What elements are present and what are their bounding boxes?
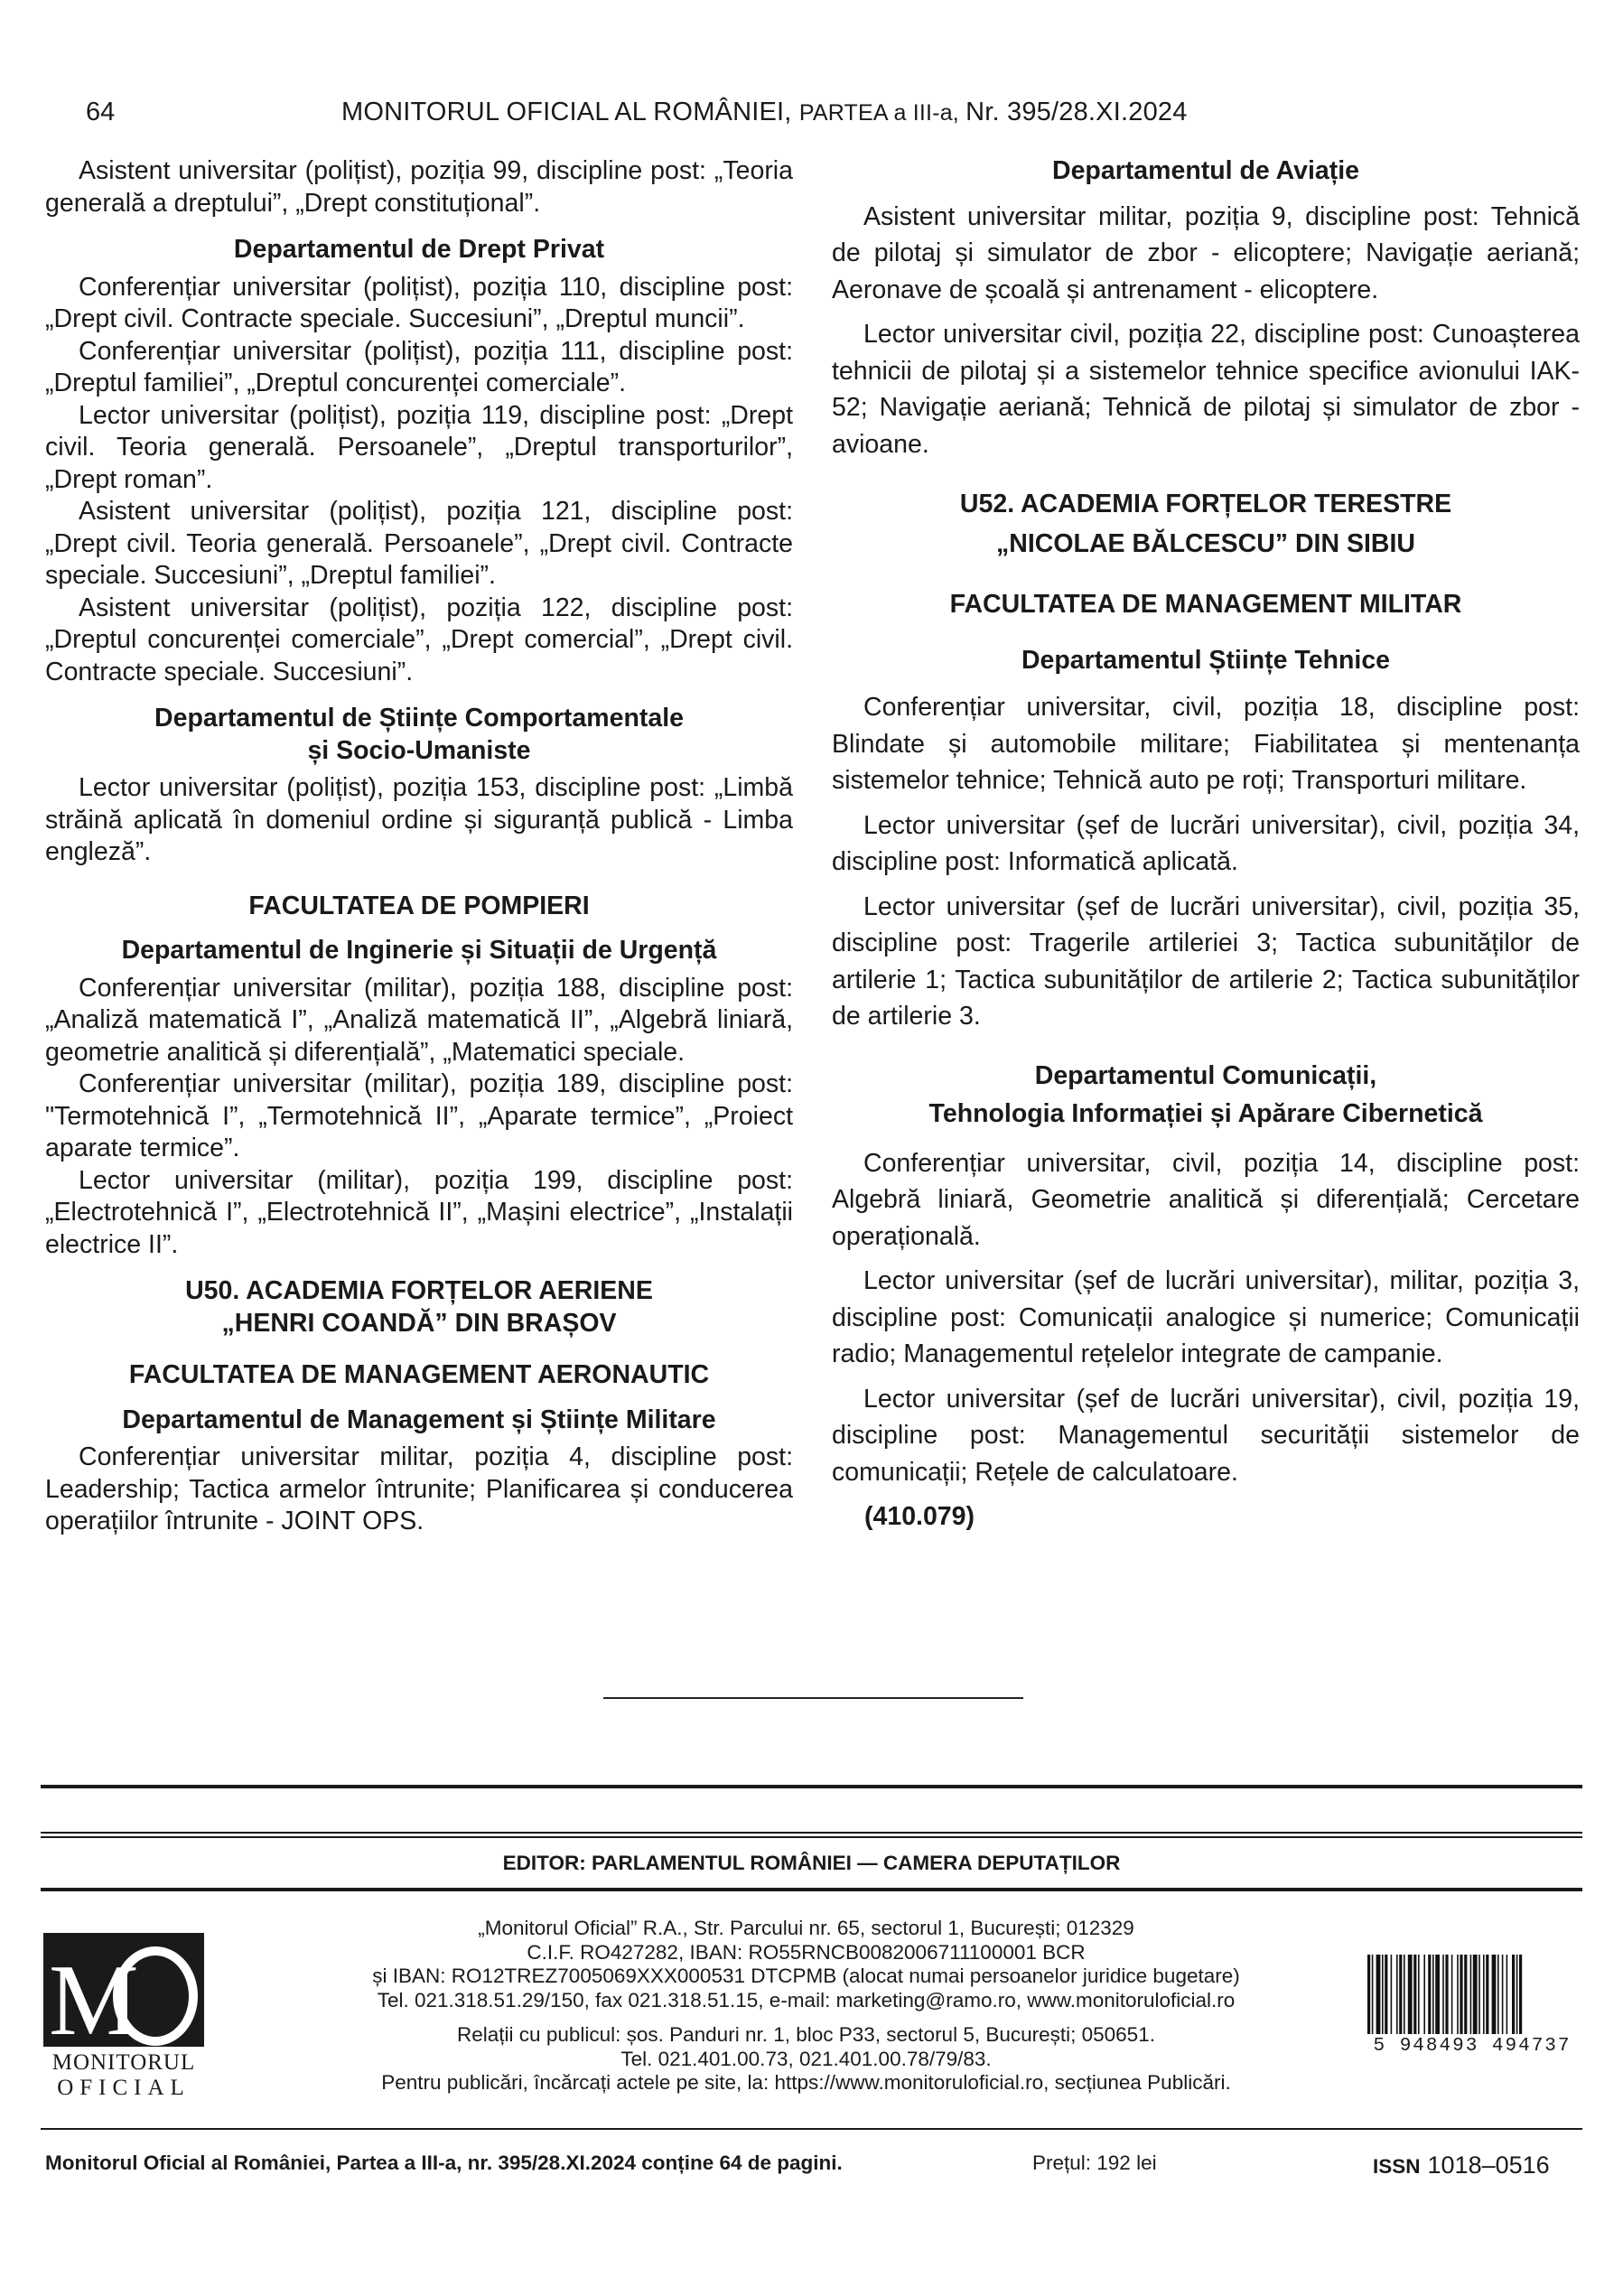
paragraph: Lector universitar (șef de lucrări universitar), civil, poziția 19, discipline post: Managementul securității sistemelor de comunicații; Rețele de calculatoare. xyxy=(832,1384,1580,1487)
dept-heading: Tehnologia Informației și Apărare Cibernetică xyxy=(928,1098,1483,1128)
logo-line-2: OFICIAL xyxy=(57,2076,191,2100)
publisher-line: Relații cu publicul: șos. Panduri nr. 1, bloc P33, sectorul 5, București; 050651. xyxy=(457,2023,1155,2046)
barcode-bar xyxy=(1435,1955,1440,2034)
paragraph: Lector universitar civil, poziția 22, discipline post: Cunoașterea tehnicii de pilotaj și a sistemelor tehnice specifice avionului IAK-52; Navigație aeriană; Tehnică de pilotaj și simulator de zbor - avioane. xyxy=(832,320,1580,459)
faculty-heading: FACULTATEA DE POMPIERI xyxy=(248,891,590,920)
title-main: MONITORUL OFICIAL AL ROMÂNIEI, xyxy=(341,98,799,126)
barcode-bar xyxy=(1382,1955,1384,2034)
barcode-bar xyxy=(1445,1955,1448,2034)
paragraph: Asistent universitar (polițist), poziția 122, discipline post: „Dreptul concurenței comerciale”, „Drept comercial”, „Drept civil. Contracte speciale. Succesiuni”. xyxy=(45,593,793,686)
barcode-bar xyxy=(1391,1955,1393,2034)
footer-rule xyxy=(41,1888,1582,1891)
barcode-bar xyxy=(1483,1955,1485,2034)
paragraph: Conferențiar universitar (militar), poziția 188, discipline post: „Analiză matematică I”, „Analiză matematică II”, „Algebră liniară, geometrie analitică și diferențială”, „Matematici speciale. xyxy=(45,973,793,1067)
barcode-bar xyxy=(1413,1955,1416,2034)
barcode-bar xyxy=(1423,1955,1425,2034)
right-column xyxy=(832,155,1580,1534)
dept-heading: Departamentul de Aviație xyxy=(1052,156,1359,185)
footer-rule xyxy=(41,1832,1582,1834)
svg-text:M: M xyxy=(49,1945,139,2057)
barcode-bar xyxy=(1497,1955,1499,2034)
issn xyxy=(1373,2151,1550,2179)
barcode-bar xyxy=(1512,1955,1515,2034)
academy-heading: „NICOLAE BĂLCESCU” DIN SIBIU xyxy=(996,529,1415,558)
paragraph: Conferențiar universitar (polițist), poziția 110, discipline post: „Drept civil. Contracte speciale. Succesiuni”, „Dreptul muncii”. xyxy=(45,272,793,333)
barcode-bar xyxy=(1492,1955,1497,2034)
paragraph: Conferențiar universitar militar, poziția 4, discipline post: Leadership; Tactica armelor întrunite; Planificarea și conducerea operațiilor întrunite - JOINT OPS. xyxy=(45,1442,793,1535)
dept-heading: Departamentul de Inginerie și Situații de Urgență xyxy=(121,936,717,965)
barcode-bar xyxy=(1457,1955,1459,2034)
academy-heading: U50. ACADEMIA FORȚELOR AERIENE xyxy=(185,1276,653,1305)
faculty-heading: FACULTATEA DE MANAGEMENT MILITAR xyxy=(949,590,1462,619)
barcode-bar xyxy=(1396,1955,1398,2034)
issn-label: ISSN xyxy=(1373,2155,1421,2178)
title-issue: Nr. 395/28.XI.2024 xyxy=(965,98,1188,126)
barcode-bar xyxy=(1372,1955,1374,2034)
barcode-bar xyxy=(1428,1955,1431,2034)
publisher-line: Pentru publicări, încărcați actele pe site, la: https://www.monitoruloficial.ro, secțiunea Publicări. xyxy=(381,2071,1231,2094)
dept-heading: și Socio-Umaniste xyxy=(307,735,531,765)
issue-info: Monitorul Oficial al României, Partea a III-a, nr. 395/28.XI.2024 conține 64 de pagini. xyxy=(45,2151,843,2174)
paragraph: Asistent universitar militar, poziția 9, discipline post: Tehnică de pilotaj și simulator de zbor - elicoptere; Navigație aeriană; Aeronave de școală și antrenament - elicoptere. xyxy=(832,201,1580,304)
barcode-bar xyxy=(1464,1955,1467,2034)
academy-heading: „HENRI COANDĂ” DIN BRAȘOV xyxy=(221,1308,617,1338)
footer-rule xyxy=(41,2128,1582,2130)
barcode-bar xyxy=(1506,1955,1508,2034)
paragraph: Conferențiar universitar (polițist), poziția 111, discipline post: „Dreptul familiei”, „Dreptul concurenței comerciale”. xyxy=(45,336,793,397)
paragraph: Asistent universitar (polițist), poziția 121, discipline post: „Drept civil. Teoria generală. Persoanele”, „Drept civil. Contracte speciale. Succesiuni”, „Dreptul familiei”. xyxy=(45,497,793,590)
dept-heading: Departamentul de Drept Privat xyxy=(233,235,605,264)
barcode-bar xyxy=(1418,1955,1420,2034)
paragraph: Lector universitar (șef de lucrări universitar), civil, poziția 34, discipline post: Informatică aplicată. xyxy=(832,810,1580,876)
page-header xyxy=(0,98,1623,137)
barcode-bar xyxy=(1486,1955,1488,2034)
barcode-bar xyxy=(1478,1955,1480,2034)
document-code: (410.079) xyxy=(864,1502,975,1531)
academy-heading: U52. ACADEMIA FORȚELOR TERESTRE xyxy=(959,490,1452,518)
logo-text xyxy=(43,2050,204,2101)
barcode-bar xyxy=(1473,1955,1478,2034)
publisher-line: Tel. 021.401.00.73, 021.401.00.78/79/83. xyxy=(620,2047,992,2070)
paragraph: Conferențiar universitar, civil, poziția 14, discipline post: Algebră liniară, Geometrie analitică și diferențială; Cercetare operațională. xyxy=(832,1148,1580,1251)
paragraph: Asistent universitar (polițist), poziția 99, discipline post: „Teoria generală a dreptului”, „Drept constituțional”. xyxy=(45,156,793,218)
barcode-bar xyxy=(1470,1955,1472,2034)
barcode-bar xyxy=(1408,1955,1413,2034)
dept-heading: Departamentul Comunicații, xyxy=(1034,1060,1377,1090)
barcode-digits: 5 948493 494737 xyxy=(1373,2036,1572,2057)
dept-heading: Departamentul Științe Tehnice xyxy=(1021,645,1391,675)
dept-heading: Departamentul de Științe Comportamentale xyxy=(154,704,684,733)
barcode-bar xyxy=(1516,1955,1518,2034)
paragraph: Lector universitar (polițist), poziția 153, discipline post: „Limbă străină aplicată în domeniul ordine și siguranță publică - Limba engleză”. xyxy=(45,773,793,866)
barcode-bar xyxy=(1460,1955,1462,2034)
paragraph: Lector universitar (șef de lucrări universitar), civil, poziția 35, discipline post: Tragerile artileriei 3; Tactica subunităților de artilerie 1; Tactica subunităților de artilerie 2; Tactica subunităților de artilerie 3. xyxy=(832,891,1580,1031)
barcode-bar xyxy=(1519,1955,1522,2034)
barcode-bar xyxy=(1432,1955,1434,2034)
barcode-bar xyxy=(1385,1955,1387,2034)
barcode-bar xyxy=(1502,1955,1504,2034)
title-part: PARTEA a III-a, xyxy=(798,100,966,126)
barcode-bar xyxy=(1442,1955,1444,2034)
barcode-bar xyxy=(1376,1955,1381,2034)
paragraph: Conferențiar universitar, civil, poziția 18, discipline post: Blindate și automobile militare; Fiabilitatea și mentenanța sistemelor tehnice; Tehnică auto pe roți; Transporturi militare. xyxy=(832,693,1580,795)
paragraph: Lector universitar (militar), poziția 199, discipline post: „Electrotehnică I”, „Electrotehnică II”, „Mașini electrice”, „Instalații electrice II”. xyxy=(45,1165,793,1259)
dept-heading: Departamentul de Management și Științe Militare xyxy=(122,1405,716,1434)
publisher-info xyxy=(271,1917,1341,2095)
publisher-line: și IBAN: RO12TREZ7005069XXX000531 DTCPMB (alocat numai persoanelor juridice bugetare) xyxy=(372,1965,1240,1987)
running-title xyxy=(341,98,1188,127)
faculty-heading: FACULTATEA DE MANAGEMENT AERONAUTIC xyxy=(128,1360,710,1389)
paragraph: Conferențiar universitar (militar), poziția 189, discipline post: "Termotehnică I”, „Termotehnică II”, „Aparate termice”, „Proiect aparate termice”. xyxy=(45,1069,793,1162)
barcode-bar xyxy=(1399,1955,1402,2034)
paragraph: Lector universitar (polițist), poziția 119, discipline post: „Drept civil. Teoria generală. Persoanele”, „Dreptul transporturilor”, „Drept roman”. xyxy=(45,400,793,494)
publisher-line: „Monitorul Oficial” R.A., Str. Parcului nr. 65, sectorul 1, București; 012329 xyxy=(478,1917,1134,1939)
publisher-line: Tel. 021.318.51.29/150, fax 021.318.51.15, e-mail: marketing@ramo.ro, www.monitoruloficial.ro xyxy=(377,1988,1236,2011)
paragraph: Lector universitar (șef de lucrări universitar), militar, poziția 3, discipline post: Comunicații analogice și numerice; Comunicații radio; Managementul rețelelor integrate de campanie. xyxy=(832,1266,1580,1368)
footer-rule xyxy=(41,1836,1582,1838)
separator-line xyxy=(603,1697,1023,1699)
price: Prețul: 192 lei xyxy=(1032,2151,1157,2174)
logo-line-1: MONITORUL xyxy=(51,2050,196,2075)
page-number: 64 xyxy=(86,98,116,126)
publisher-line: C.I.F. RO427282, IBAN: RO55RNCB0082006711100001 BCR xyxy=(527,1940,1086,1964)
barcode-bar xyxy=(1367,1955,1370,2034)
editor-line: EDITOR: PARLAMENTUL ROMÂNIEI — CAMERA DEPUTAȚILOR xyxy=(502,1852,1121,1874)
issn-value: 1018–0516 xyxy=(1427,2151,1550,2179)
footer-rule xyxy=(41,1785,1582,1788)
barcode-bar xyxy=(1404,1955,1405,2034)
left-column xyxy=(45,155,793,1538)
barcode-bar xyxy=(1451,1955,1453,2034)
